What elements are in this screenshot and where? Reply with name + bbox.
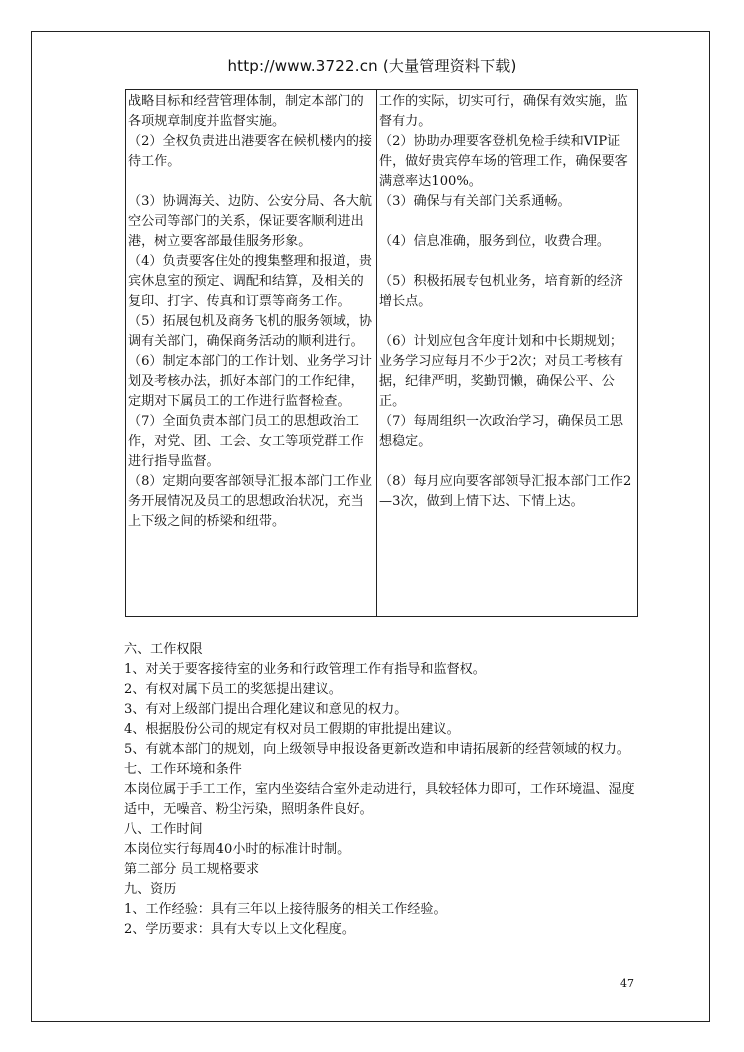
body-line: 2、有权对属下员工的奖惩提出建议。 <box>124 682 342 697</box>
right-para: （5）积极拓展专包机业务，培育新的经济增长点。 <box>379 274 624 309</box>
page-number: 47 <box>620 977 634 990</box>
body-line: 本岗位属于手工工作，室内坐姿结合室外走动进行，具较轻体力即可，工作环境温、湿度适中，无噪音、粉尘污染，照明条件良好。 <box>124 782 635 817</box>
right-para: （7）每周组织一次政治学习，确保员工思想稳定。 <box>379 414 624 449</box>
body-line: 5、有就本部门的规划，向上级领导申报设备更新改造和申请拓展新的经营领域的权力。 <box>124 742 630 757</box>
right-para: （3）确保与有关部门关系通畅。 <box>379 194 571 209</box>
table-row <box>126 90 638 617</box>
body-line: 本岗位实行每周40小时的标准计时制。 <box>124 842 351 857</box>
right-para: （4）信息准确，服务到位，收费合理。 <box>379 234 610 249</box>
left-para: （8）定期向要客部领导汇报本部门工作业务开展情况及员工的思想政治状况，充当上下级之间的桥梁和纽带。 <box>128 474 373 529</box>
right-para-blank <box>379 252 634 272</box>
left-para: 战略目标和经营管理体制，制定本部门的各项规章制度并监督实施。 <box>128 94 364 129</box>
duties-table <box>125 89 638 617</box>
duties-right-column <box>377 90 638 617</box>
section-heading: 九、资历 <box>124 882 177 897</box>
page-header-link[interactable]: http://www.3722.cn (大量管理资料下载) <box>227 57 517 75</box>
left-para: （7）全面负责本部门员工的思想政治工作，对党、团、工会、女工等项党群工作进行指导监督。 <box>128 414 364 469</box>
right-para: 工作的实际，切实可行，确保有效实施，监督有力。 <box>379 94 628 129</box>
body-line: 1、工作经验：具有三年以上接待服务的相关工作经验。 <box>124 902 447 917</box>
part-heading: 第二部分 员工规格要求 <box>124 862 260 877</box>
right-para-blank <box>379 452 634 472</box>
left-para: （2）全权负责进出港要客在候机楼内的接待工作。 <box>128 134 373 169</box>
left-para-blank <box>128 172 373 192</box>
left-para: （6）制定本部门的工作计划、业务学习计划及考核办法，抓好本部门的工作纪律，定期对下属员工的工作进行监督检查。 <box>128 354 373 409</box>
right-para: （8）每月应向要客部领导汇报本部门工作2—3次，做到上情下达、下情上达。 <box>379 474 632 509</box>
right-para-blank <box>379 312 634 332</box>
left-para: （5）拓展包机及商务飞机的服务领域，协调有关部门，确保商务活动的顺利进行。 <box>128 314 373 349</box>
left-para: （3）协调海关、边防、公安分局、各大航空公司等部门的关系，保证要客顺利进出港，树立要客部最佳服务形象。 <box>128 194 373 249</box>
body-line: 3、有对上级部门提出合理化建议和意见的权力。 <box>124 702 408 717</box>
right-para: （6）计划应包含年度计划和中长期规划；业务学习应每月不少于2次；对员工考核有据，纪律严明，奖勤罚懒，确保公平、公正。 <box>379 334 624 409</box>
body-line: 2、学历要求：具有大专以上文化程度。 <box>124 922 355 937</box>
section-heading: 六、工作权限 <box>124 642 203 657</box>
right-para-blank <box>379 212 634 232</box>
section-heading: 七、工作环境和条件 <box>124 762 242 777</box>
section-heading: 八、工作时间 <box>124 822 203 837</box>
right-para: （2）协助办理要客登机免检手续和VIP证件，做好贵宾停车场的管理工作，确保要客满意率达100%。 <box>379 134 628 189</box>
body-text <box>124 640 636 940</box>
duties-left-column <box>126 90 377 617</box>
body-line: 4、根据股份公司的规定有权对员工假期的审批提出建议。 <box>124 722 460 737</box>
body-line: 1、对关于要客接待室的业务和行政管理工作有指导和监督权。 <box>124 662 486 677</box>
left-para: （4）负责要客住处的搜集整理和报道，贵宾休息室的预定、调配和结算，及相关的复印、打字、传真和订票等商务工作。 <box>128 254 373 309</box>
